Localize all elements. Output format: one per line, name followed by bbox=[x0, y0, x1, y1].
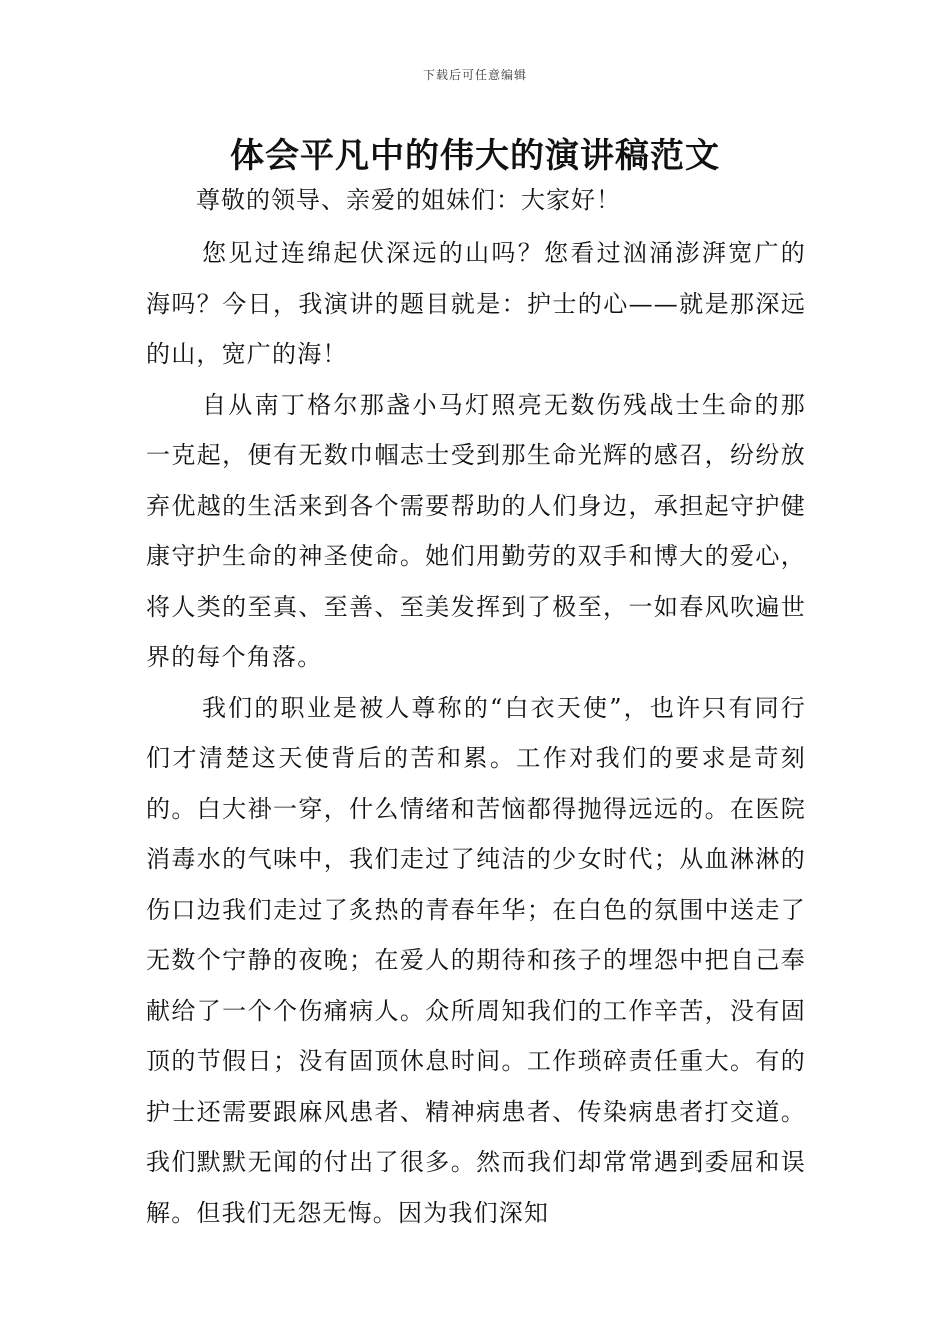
paragraph-3: 我们的职业是被人尊称的“白衣天使”，也许只有同行们才清楚这天使背后的苦和累。工作对我们的要求是苛刻的。白大褂一穿，什么情绪和苦恼都得抛得远远的。在医院消毒水的气味中，我们走过了纯洁的少女时代；从血淋淋的伤口边我们走过了炙热的青春年华；在白色的氛围中送走了无数个宁静的夜晚；在爱人的期待和孩子的埋怨中把自己奉献给了一个个伤痛病人。众所周知我们的工作辛苦，没有固顶的节假日；没有固顶休息时间。工作琐碎责任重大。有的护士还需要跟麻风患者、精神病患者、传染病患者打交道。我们默默无闻的付出了很多。然而我们却常常遇到委屈和误解。但我们无怨无悔。因为我们深知 bbox=[146, 693, 806, 1227]
page-header-note: 下载后可任意编辑 bbox=[422, 68, 527, 82]
document-body bbox=[146, 178, 806, 1238]
paragraph-1: 您见过连绵起伏深远的山吗？您看过汹涌澎湃宽广的海吗？今日，我演讲的题目就是：护士的心——就是那深远的山，宽广的海！ bbox=[146, 239, 806, 368]
document-title: 体会平凡中的伟大的演讲稿范文 bbox=[230, 136, 720, 176]
greeting-line: 尊敬的领导、亲爱的姐妹们：大家好！ bbox=[196, 186, 621, 214]
paragraph-2: 自从南丁格尔那盏小马灯照亮无数伤残战士生命的那一克起，便有无数巾帼志士受到那生命光辉的感召，纷纷放弃优越的生活来到各个需要帮助的人们身边，承担起守护健康守护生命的神圣使命。她们用勤劳的双手和博大的爱心，将人类的至真、至善、至美发挥到了极至，一如春风吹遍世界的每个角落。 bbox=[146, 390, 806, 671]
